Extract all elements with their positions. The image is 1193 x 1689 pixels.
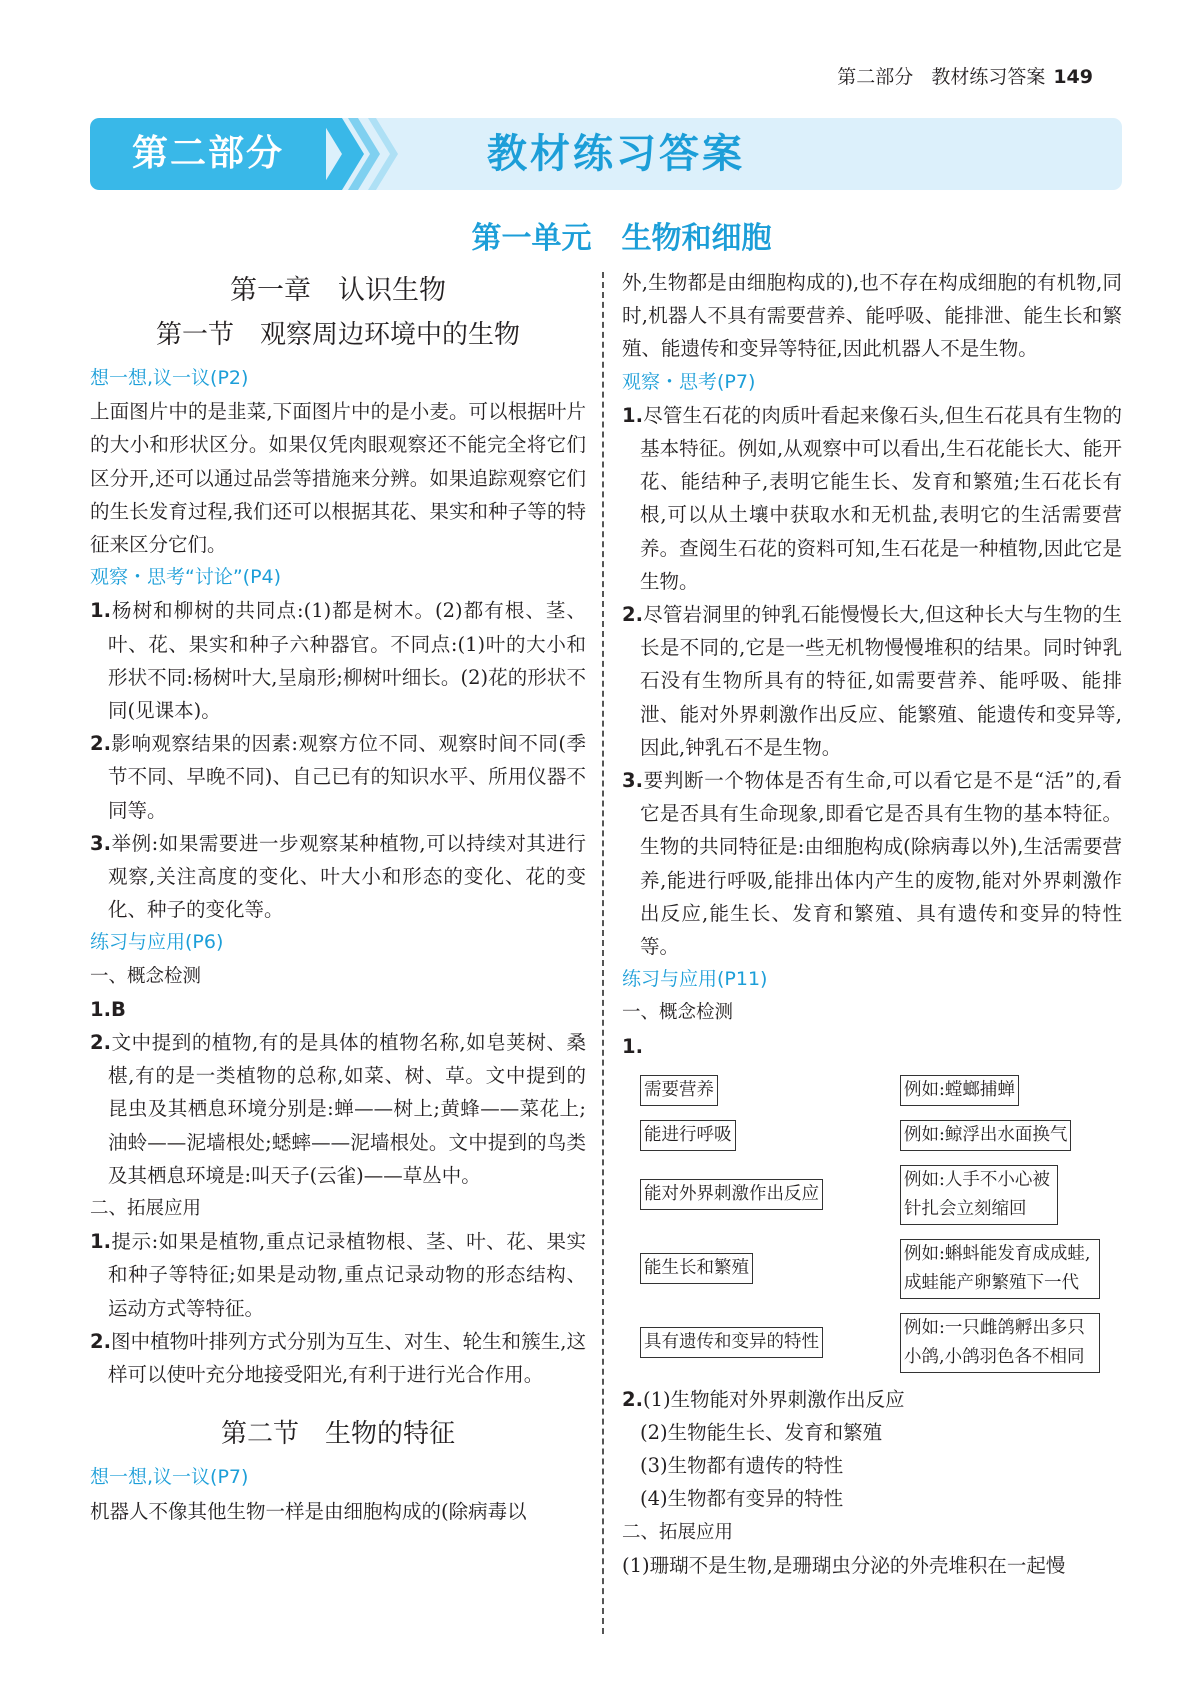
subheading-practice-2: 练习与应用(P11) (622, 968, 768, 991)
answer-item: 1.杨树和柳树的共同点:(1)都是树木。(2)都有根、茎、叶、花、果实和种子六种器官。不同点:(1)叶的大小和形状不同:杨树叶大,呈扇形;柳树叶细长。(2)花的形状不同(见课本)。 (90, 599, 586, 723)
example-box: 例如:人手不小心被针扎会立刻缩回 (900, 1165, 1058, 1225)
answer-item: 2.影响观察结果的因素:观察方位不同、观察时间不同(季节不同、早晚不同)、自己已有的知识水平、所用仪器不同等。 (90, 732, 586, 822)
matching-diagram (640, 1075, 1122, 1373)
column-divider (602, 272, 604, 1634)
answer-item: 2.(1)生物能对外界刺激作出反应 (622, 1387, 905, 1411)
feature-box: 能进行呼吸 (640, 1120, 736, 1151)
answer-item: 2.尽管岩洞里的钟乳石能慢慢长大,但这种长大与生物的生长是不同的,它是一些无机物慢慢堆积的结果。同时钟乳石没有生物所具有的特征,如需要营养、能呼吸、能排泄、能对外界刺激作出反应、能繁殖、能遗传和变异等,因此,钟乳石不是生物。 (622, 603, 1122, 759)
answer-item: 3.举例:如果需要进一步观察某种植物,可以持续对其进行观察,关注高度的变化、叶大小和形态的变化、花的变化、种子的变化等。 (90, 831, 586, 922)
answer-item: 1.提示:如果是植物,重点记录植物根、茎、叶、花、果实和种子等特征;如果是动物,重点记录动物的形态结构、运动方式等特征。 (90, 1230, 586, 1320)
answer-item: 3.要判断一个物体是否有生命,可以看它是不是“活”的,看它是否具有生命现象,即看它是否具有生物的基本特征。生物的共同特征是:由细胞构成(除病毒以外),生活需要营养,能进行呼吸,能排出体内产生的废物,能对外界刺激作出反应,能生长、发育和繁殖、具有遗传和变异的特性等。 (622, 769, 1122, 959)
answer-sub-line: (3)生物都有遗传的特性 (640, 1454, 844, 1478)
paragraph-robot-answer-start: 机器人不像其他生物一样是由细胞构成的(除病毒以 (90, 1499, 527, 1523)
chevron-arrows-icon (320, 118, 440, 190)
banner-part-tab: 第二部分 (90, 118, 326, 190)
answer-item: 1. (622, 1034, 643, 1058)
running-head-section: 第二部分 (837, 66, 914, 88)
running-head (837, 62, 1093, 89)
answer-item: 1.B (90, 997, 126, 1021)
example-box: 例如:一只雌鸽孵出多只小鸽,小鸽羽色各不相同 (900, 1313, 1100, 1373)
subheading-think: 想一想,议一议(P2) (90, 367, 249, 389)
answer-item: 1.尽管生石花的肉质叶看起来像石头,但生石花具有生物的基本特征。例如,从观察中可以看出,生石花能长大、能开花、能结种子,表明它能生长、发育和繁殖;生石花长有根,可以从土壤中获取水和无机盐,表明它的生活需要营养。查阅生石花的资料可知,生石花是一种植物,因此它是生物。 (622, 403, 1122, 593)
example-box: 例如:鲸浮出水面换气 (900, 1120, 1071, 1151)
paragraph-coral-answer: (1)珊瑚不是生物,是珊瑚虫分泌的外壳堆积在一起慢 (622, 1553, 1066, 1577)
subheading-concept-2: 一、概念检测 (622, 1002, 734, 1024)
answer-item: 2.图中植物叶排列方式分别为互生、对生、轮生和簇生,这样可以使叶充分地接受阳光,有利于进行光合作用。 (90, 1329, 586, 1387)
answer-item: 2.文中提到的植物,有的是具体的植物名称,如皂荚树、桑椹,有的是一类植物的总称,如菜、树、草。文中提到的昆虫及其栖息环境分别是:蝉——树上;黄蜂——菜花上;油蛉——泥墙根处;蟋蟀——泥墙根处。文中提到的鸟类及其栖息环境是:叫天子(云雀)——草丛中。 (90, 1031, 586, 1187)
example-box: 例如:螳螂捕蝉 (900, 1075, 1019, 1106)
part-banner (90, 118, 1122, 190)
subheading-practice: 练习与应用(P6) (90, 931, 224, 954)
paragraph-robot-answer-cont: 外,生物都是由细胞构成的),也不存在构成细胞的有机物,同时,机器人不具有需要营养、能呼吸、能排泄、能生长和繁殖、能遗传和变异等特征,因此机器人不是生物。 (622, 271, 1122, 361)
subheading-concept: 一、概念检测 (90, 965, 202, 987)
left-column (90, 266, 586, 1528)
feature-box: 需要营养 (640, 1075, 718, 1106)
subheading-extend-2: 二、拓展应用 (622, 1521, 734, 1543)
running-head-title: 教材练习答案 (931, 66, 1046, 88)
paragraph-think-answer: 上面图片中的是韭菜,下面图片中的是小麦。可以根据叶片的大小和形状区分。如果仅凭肉眼观察还不能完全将它们区分开,还可以通过品尝等措施来分辨。如果追踪观察它们的生长发育过程,我们还可以根据其花、果实和种子等的特征来区分它们。 (90, 400, 586, 557)
subheading-think-2: 想一想,议一议(P7) (90, 1466, 249, 1489)
section-title-1: 第一节 观察周边环境中的生物 (155, 320, 520, 350)
feature-box: 能生长和繁殖 (640, 1253, 753, 1284)
section-title-2: 第二节 生物的特征 (220, 1419, 455, 1450)
banner-title: 教材练习答案 (487, 131, 745, 177)
example-box: 例如:蝌蚪能发育成成蛙,成蛙能产卵繁殖下一代 (900, 1239, 1100, 1299)
page-number: 149 (1053, 66, 1093, 88)
feature-box: 能对外界刺激作出反应 (640, 1179, 823, 1210)
subheading-observe: 观察・思考“讨论”(P4) (90, 566, 282, 589)
subheading-observe-2: 观察・思考(P7) (622, 370, 756, 393)
feature-box: 具有遗传和变异的特性 (640, 1327, 823, 1358)
subheading-extend: 二、拓展应用 (90, 1198, 202, 1220)
answer-sub-line: (2)生物能生长、发育和繁殖 (640, 1421, 883, 1445)
right-column (622, 266, 1122, 1582)
chapter-title: 第一章 认识生物 (230, 275, 446, 306)
answer-sub-line: (4)生物都有变异的特性 (640, 1487, 844, 1511)
unit-title: 第一单元 生物和细胞 (471, 221, 772, 256)
